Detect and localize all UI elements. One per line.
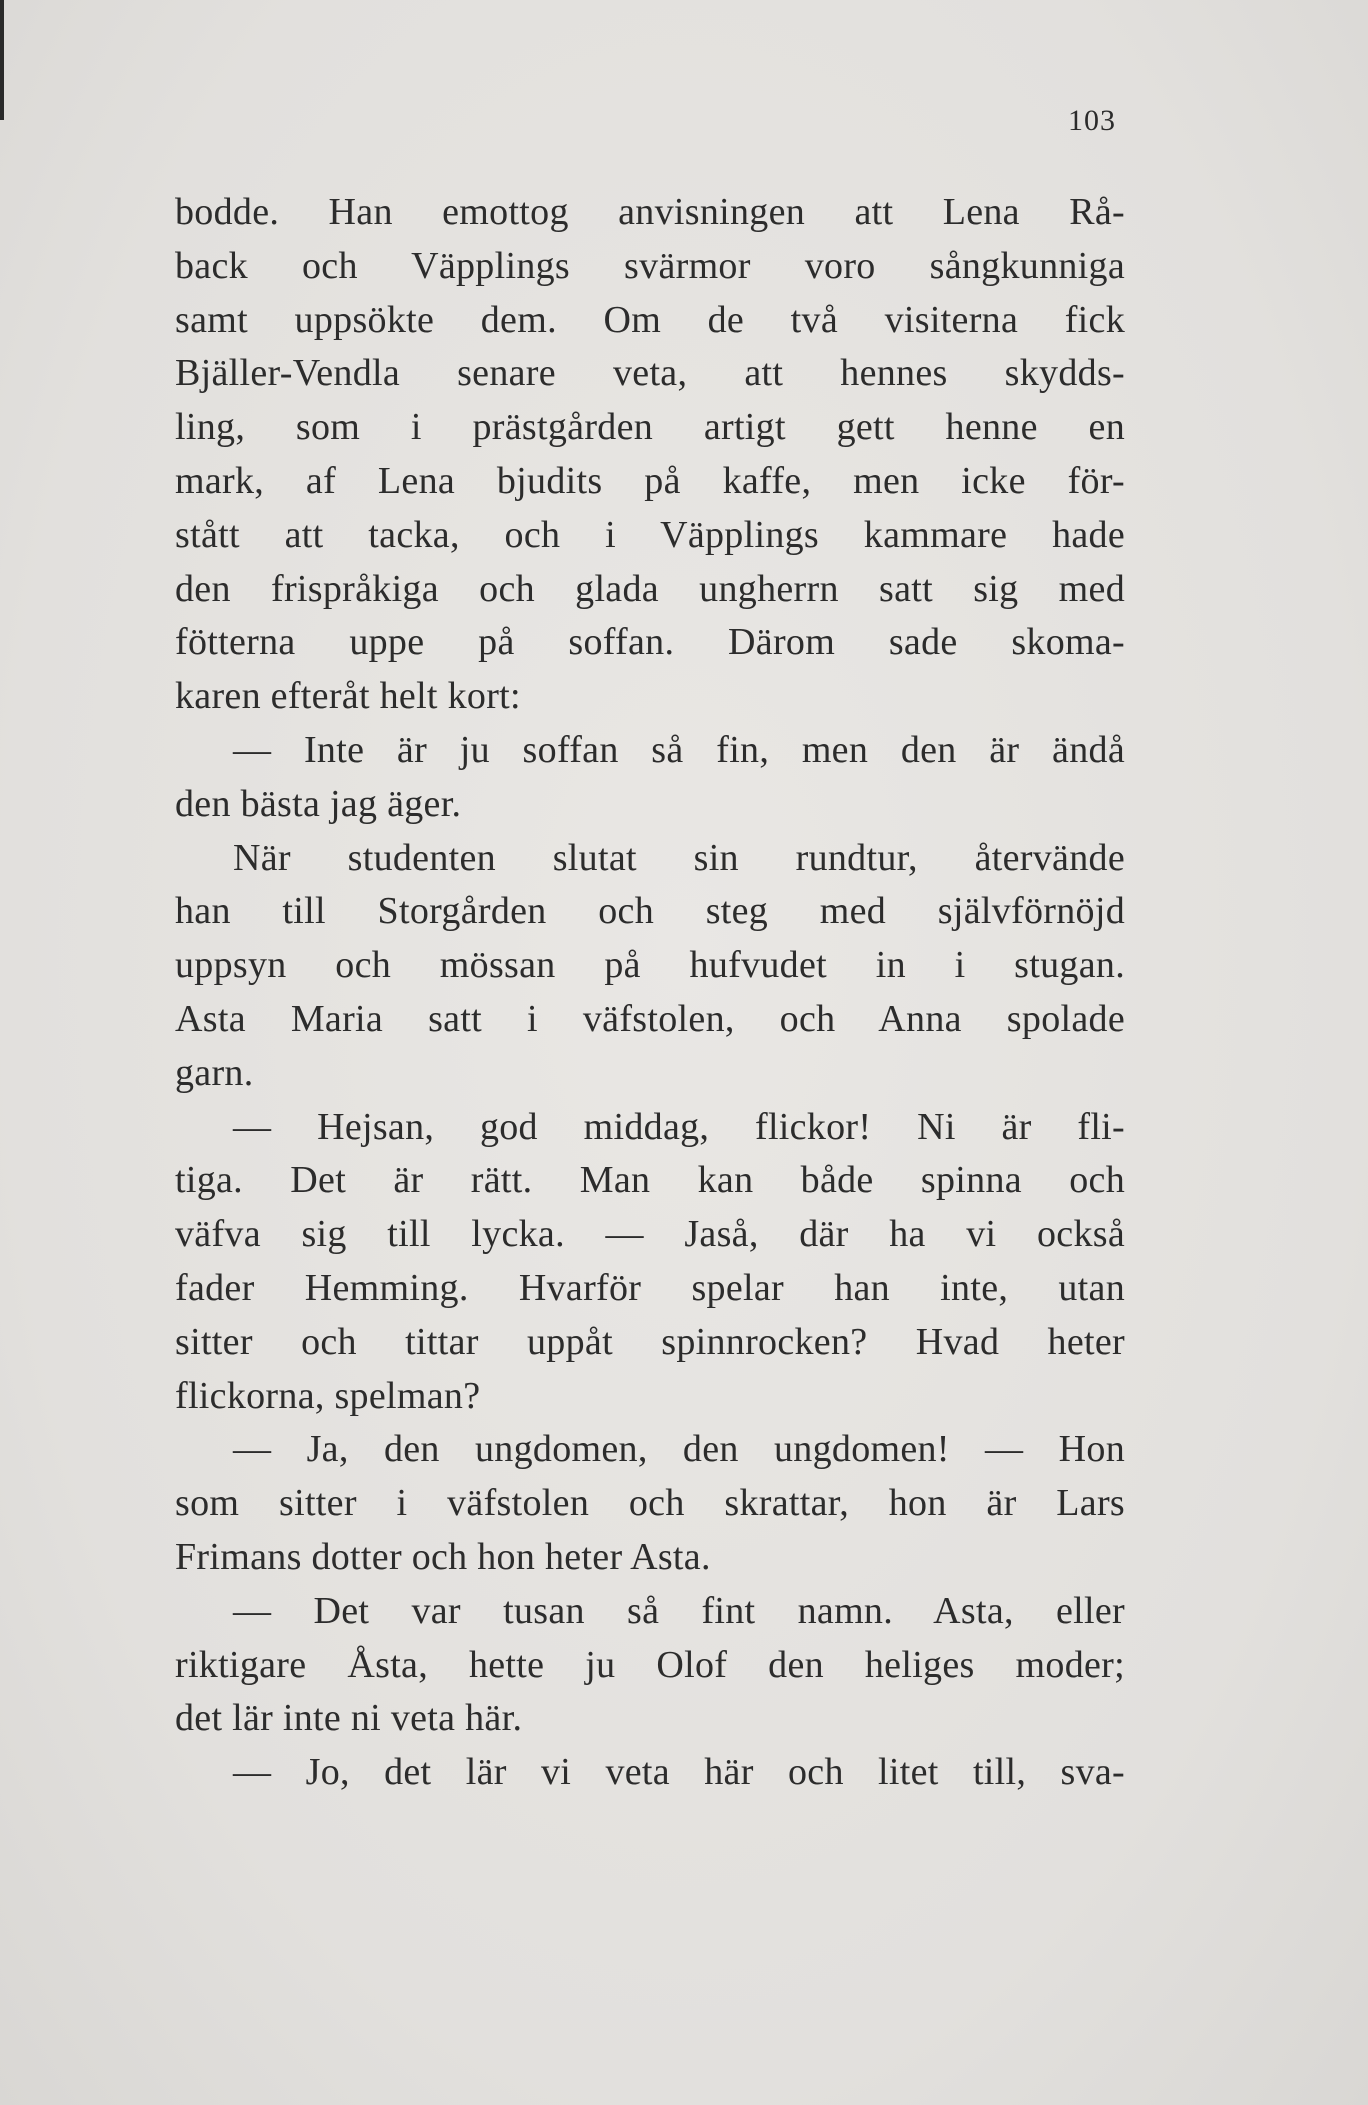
text-line: som sitter i väfstolen och skrattar, hon är Lars — [175, 1482, 1125, 1525]
text-line: Frimans dotter och hon heter Asta. — [175, 1535, 711, 1578]
text-line: den bästa jag äger. — [175, 782, 462, 825]
text-line: — Inte är ju soffan så fin, men den är ändå — [233, 728, 1125, 771]
text-line: — Ja, den ungdomen, den ungdomen! — Hon — [233, 1428, 1125, 1471]
text-line: riktigare Åsta, hette ju Olof den heliges moder; — [175, 1643, 1125, 1686]
text-line: den frispråkiga och glada ungherrn satt sig med — [175, 567, 1125, 610]
text-line: När studenten slutat sin rundtur, återvände — [233, 836, 1125, 879]
text-line: back och Väpplings svärmor voro sångkunniga — [175, 244, 1125, 287]
text-line: uppsyn och mössan på hufvudet in i stugan. — [175, 944, 1125, 987]
text-line: han till Storgården och steg med självförnöjd — [175, 890, 1125, 933]
page-number: 103 — [1068, 104, 1116, 137]
text-line: samt uppsökte dem. Om de två visiterna fick — [175, 298, 1125, 341]
text-line: fader Hemming. Hvarför spelar han inte, utan — [175, 1266, 1125, 1309]
text-line: Bjäller-Vendla senare veta, att hennes skydds- — [175, 352, 1125, 395]
body-text — [175, 186, 1125, 1800]
text-line: karen efteråt helt kort: — [175, 675, 521, 718]
page-edge-shadow — [0, 0, 4, 120]
text-line: garn. — [175, 1051, 254, 1094]
text-line: tiga. Det är rätt. Man kan både spinna och — [175, 1159, 1125, 1202]
text-line: stått att tacka, och i Väpplings kammare hade — [175, 513, 1125, 556]
text-line: — Hejsan, god middag, flickor! Ni är fli- — [233, 1105, 1125, 1148]
text-line: flickorna, spelman? — [175, 1374, 481, 1417]
text-line: — Det var tusan så fint namn. Asta, eller — [233, 1589, 1125, 1632]
text-line: väfva sig till lycka. — Jaså, där ha vi också — [175, 1213, 1125, 1256]
text-line: fötterna uppe på soffan. Därom sade skoma- — [175, 621, 1125, 664]
text-line: sitter och tittar uppåt spinnrocken? Hvad heter — [175, 1320, 1125, 1363]
text-line: ling, som i prästgården artigt gett henne en — [175, 406, 1125, 449]
text-line: Asta Maria satt i väfstolen, och Anna spolade — [175, 997, 1125, 1040]
text-line: bodde. Han emottog anvisningen att Lena Rå- — [175, 191, 1125, 233]
text-line: — Jo, det lär vi veta här och litet till, sva- — [233, 1751, 1125, 1794]
text-line: mark, af Lena bjudits på kaffe, men icke för- — [175, 459, 1125, 502]
text-line: det lär inte ni veta här. — [175, 1697, 523, 1740]
